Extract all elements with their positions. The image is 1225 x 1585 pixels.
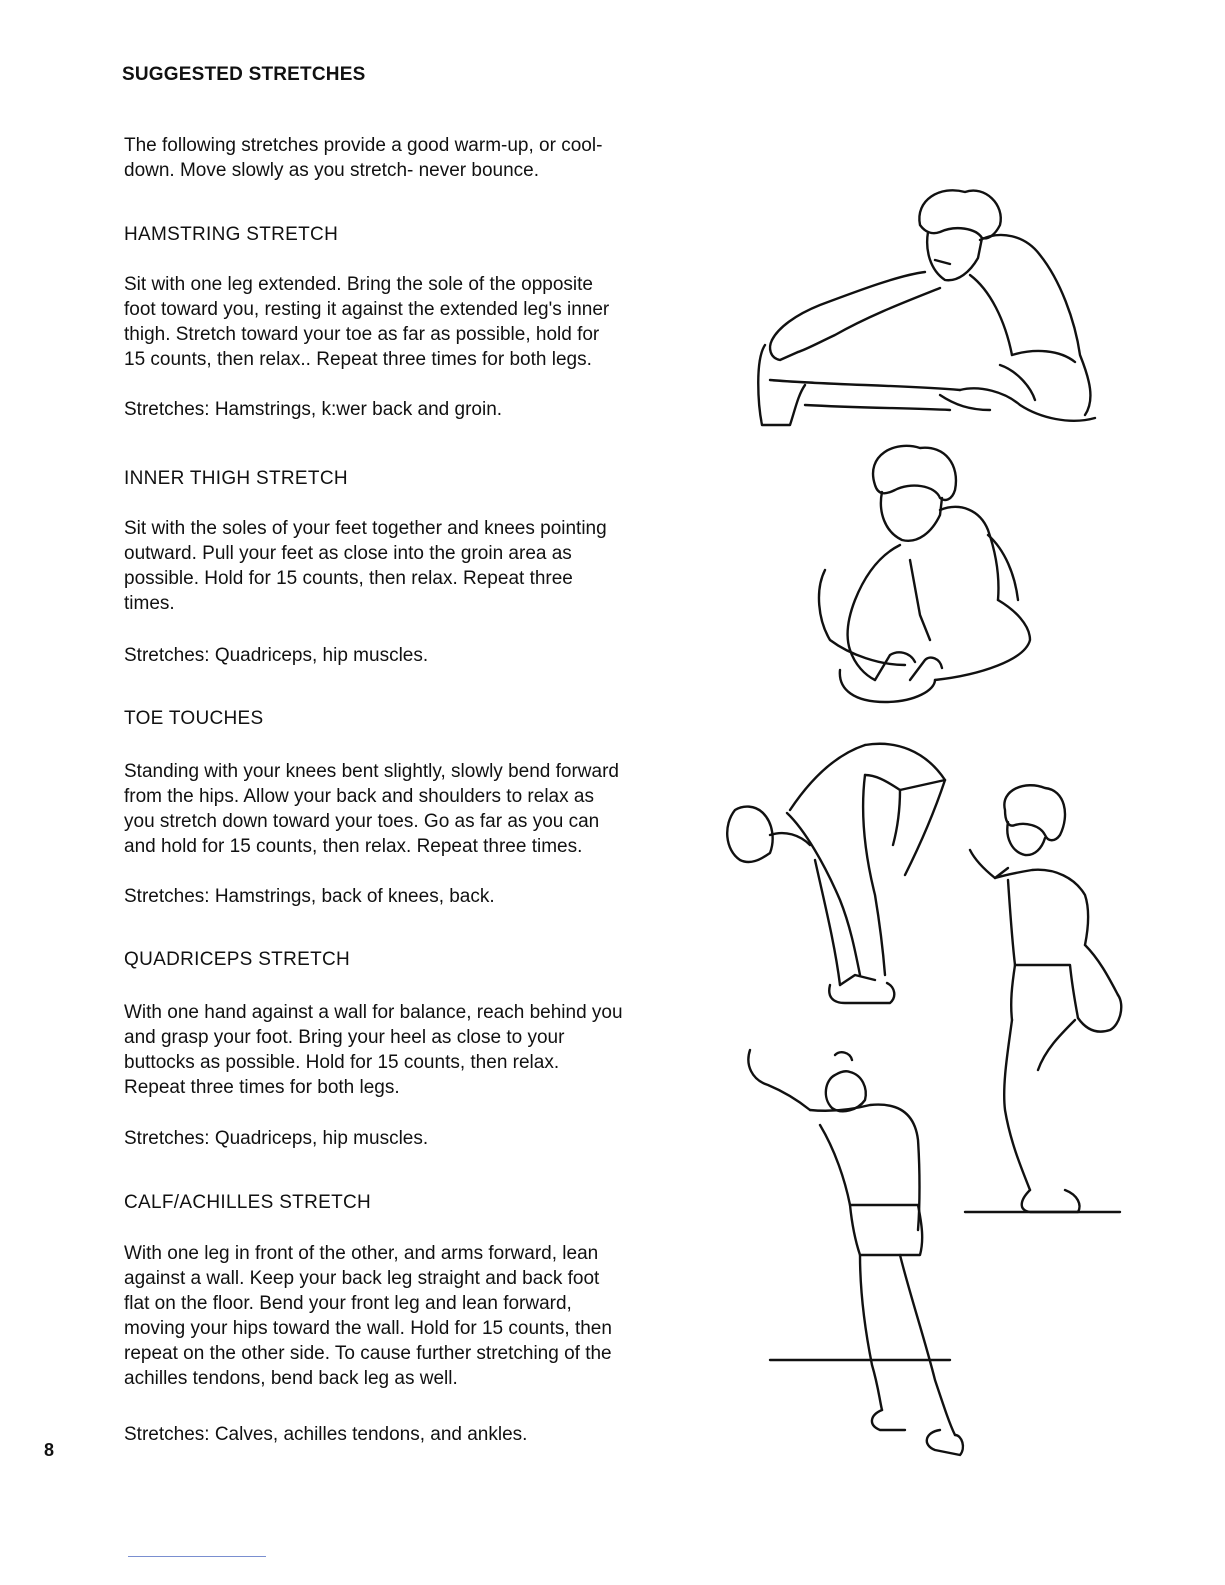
- hamstring-body: [124, 272, 724, 372]
- intro-paragraph: [124, 133, 724, 183]
- page-title: SUGGESTED STRETCHES: [122, 64, 366, 85]
- inner-thigh-heading: INNER THIGH STRETCH: [124, 468, 348, 489]
- footer-rule: [128, 1556, 266, 1557]
- calf-heading: CALF/ACHILLES STRETCH: [124, 1192, 372, 1213]
- calf-stretches: Stretches: Calves, achilles tendons, and ankles.: [124, 1424, 528, 1445]
- hamstring-stretch-illustration: [750, 180, 1110, 435]
- hamstring-stretches: Stretches: Hamstrings, k:wer back and groin.: [124, 399, 503, 420]
- quadriceps-stretches: Stretches: Quadriceps, hip muscles.: [124, 1128, 429, 1149]
- calf-instructions: With one leg in front of the other, and arms forward, lean against a wall. Keep your back leg straight and back foot flat on the floor. Bend your front leg and lean forward, moving your hips toward the wall. Hold for 15 counts, then repeat on the other side. To cause further stretching of the achilles tendons, bend back leg as well.: [124, 1243, 612, 1389]
- quadriceps-instructions: With one hand against a wall for balance, reach behind you and grasp your foot. Bring your heel as close to your buttocks as possible. Hold for 15 counts, then relax. Repeat three times for both legs.: [124, 1002, 623, 1098]
- toe-touches-heading: TOE TOUCHES: [124, 708, 264, 729]
- intro-text: The following stretches provide a good warm-up, or cool- down. Move slowly as you stretch- never bounce.: [124, 135, 603, 181]
- inner-thigh-instructions: Sit with the soles of your feet together and knees pointing outward. Pull your feet as close into the groin area as possible. Hold for 15 counts, then relax. Repeat three times.: [124, 518, 607, 614]
- quadriceps-body: [124, 1000, 724, 1100]
- calf-achilles-stretch-illustration: [740, 1030, 980, 1470]
- toe-touches-body: [124, 759, 724, 859]
- inner-thigh-stretches: Stretches: Quadriceps, hip muscles.: [124, 645, 429, 666]
- hamstring-heading: HAMSTRING STRETCH: [124, 224, 339, 245]
- toe-touches-instructions: Standing with your knees bent slightly, slowly bend forward from the hips. Allow your back and shoulders to relax as you stretch down toward your toes. Go as far as you can and hold for 15 counts, then relax. Repeat three times.: [124, 761, 619, 857]
- calf-body: [124, 1241, 724, 1391]
- quadriceps-heading: QUADRICEPS STRETCH: [124, 949, 351, 970]
- page-number: 8: [44, 1440, 55, 1460]
- inner-thigh-body: [124, 516, 724, 616]
- inner-thigh-stretch-illustration: [810, 440, 1040, 710]
- hamstring-instructions: Sit with one leg extended. Bring the sole of the opposite foot toward you, resting it against the extended leg's inner thigh. Stretch toward your toe as far as possible, hold for 15 counts, then relax.. Repeat three times for both legs.: [124, 274, 610, 370]
- toe-touches-stretches: Stretches: Hamstrings, back of knees, back.: [124, 886, 495, 907]
- quadriceps-stretch-illustration: [960, 780, 1130, 1240]
- toe-touch-illustration: [715, 735, 955, 1015]
